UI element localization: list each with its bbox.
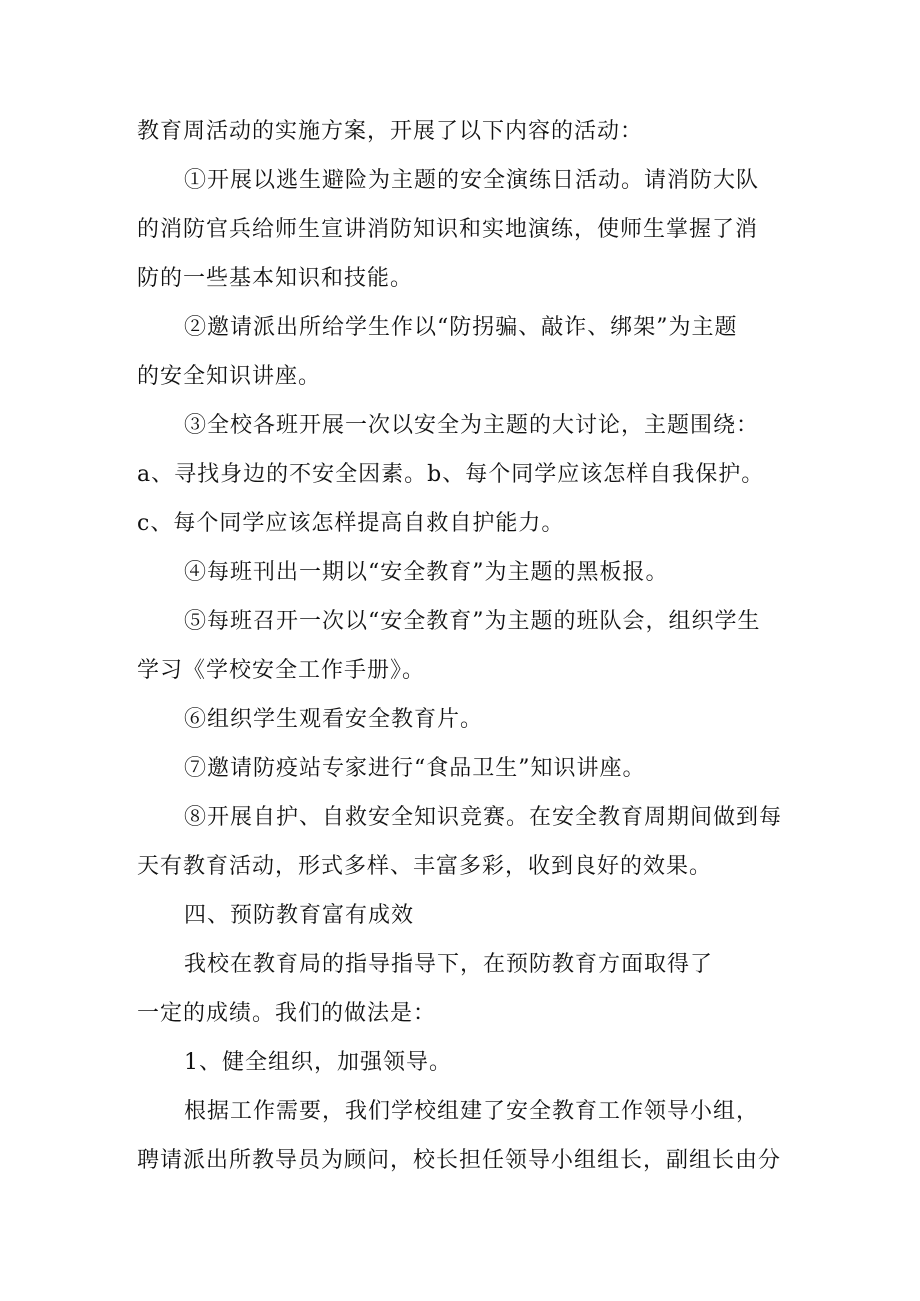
subsection-heading: 1、健全组织，加强领导。 bbox=[184, 1050, 452, 1075]
text-line: 的安全知识讲座。 bbox=[137, 364, 322, 389]
text-line: 的消防官兵给师生宣讲消防知识和实地演练，使师生掌握了消 bbox=[137, 217, 759, 242]
text-line: ⑧开展自护、自救安全知识竞赛。在安全教育周期间做到每 bbox=[184, 805, 783, 830]
text-line: 聘请派出所教导员为顾问，校长担任领导小组组长，副组长由分 bbox=[137, 1148, 782, 1173]
text-line: c、每个同学应该怎样提高自救自护能力。 bbox=[137, 511, 565, 536]
text-line: ⑦邀请防疫站专家进行“食品卫生”知识讲座。 bbox=[184, 756, 646, 781]
text-line: 天有教育活动，形式多样、丰富多彩，收到良好的效果。 bbox=[137, 854, 713, 879]
text-line: ①开展以逃生避险为主题的安全演练日活动。请消防大队 bbox=[184, 168, 760, 193]
text-line: 学习《学校安全工作手册》。 bbox=[137, 658, 426, 683]
text-line: 我校在教育局的指导指导下，在预防教育方面取得了 bbox=[184, 952, 714, 977]
text-line: a、寻找身边的不安全因素。b、每个同学应该怎样自我保护。 bbox=[137, 462, 765, 487]
text-line: 根据工作需要，我们学校组建了安全教育工作领导小组， bbox=[184, 1099, 760, 1124]
text-line: ②邀请派出所给学生作以“防拐骗、敲诈、绑架”为主题 bbox=[184, 315, 738, 340]
text-line: 防的一些基本知识和技能。 bbox=[137, 266, 414, 291]
section-heading: 四、预防教育富有成效 bbox=[184, 903, 415, 928]
text-line: 教育周活动的实施方案，开展了以下内容的活动： bbox=[137, 119, 644, 144]
text-line: 一定的成绩。我们的做法是： bbox=[137, 1001, 437, 1026]
text-line: ⑥组织学生观看安全教育片。 bbox=[184, 707, 484, 732]
text-line: ⑤每班召开一次以“安全教育”为主题的班队会，组织学生 bbox=[184, 609, 761, 634]
text-line: ③全校各班开展一次以安全为主题的大讨论，主题围绕： bbox=[184, 413, 760, 438]
text-line: ④每班刊出一期以“安全教育”为主题的黑板报。 bbox=[184, 560, 669, 585]
